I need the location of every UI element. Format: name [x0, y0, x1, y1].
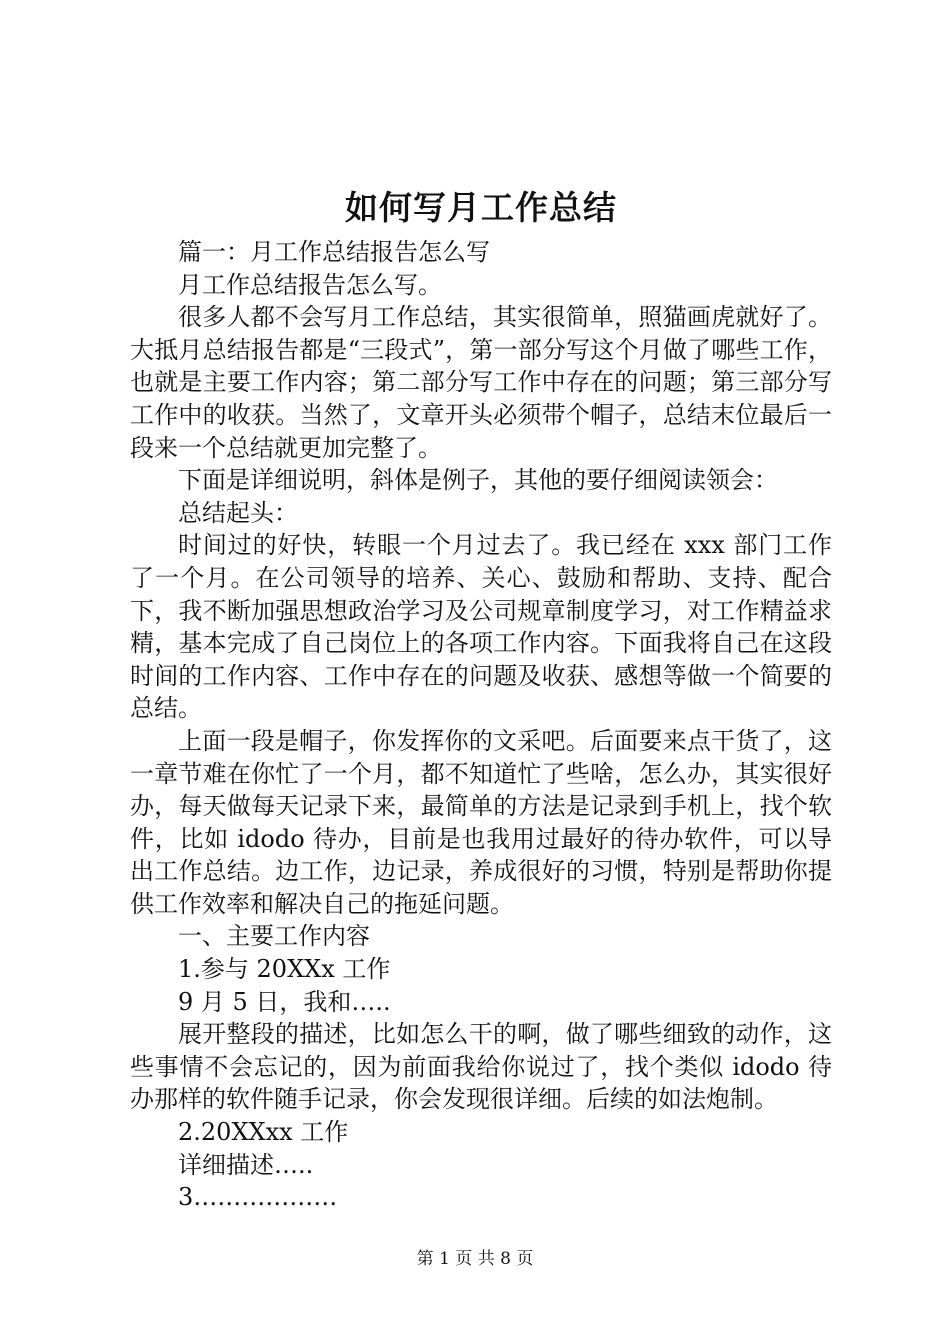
paragraph-advice: 上面一段是帽子，你发挥你的文采吧。后面要来点干货了，这一章节难在你忙了一个月，都不知道忙了些啥，怎么办，其实很好办，每天做每天记录下来，最简单的方法是记录到手机上，找个软件，比如 idodo 待办，目前是也我用过最好的待办软件，可以导出工作总结。边工作，边记录，养成很好的习惯，特别是帮助你提供工作效率和解决自己的拖延问题。 [130, 726, 832, 918]
document-title: 如何写月工作总结 [345, 188, 617, 227]
paragraph-explanation: 下面是详细说明，斜体是例子，其他的要仔细阅读领会： [178, 466, 778, 495]
paragraph-item-3: 3……………… [178, 1183, 338, 1212]
paragraph-main-heading: 一、主要工作内容 [178, 922, 370, 951]
document-body [130, 180, 832, 1214]
paragraph-date-line: 9 月 5 日，我和….. [178, 987, 391, 1016]
paragraph-item-2: 2.20XXxx 工作 [178, 1118, 349, 1147]
paragraph-opening-example: 时间过的好快，转眼一个月过去了。我已经在 xxx 部门工作了一个月。在公司领导的培养、关心、鼓励和帮助、支持、配合下，我不断加强思想政治学习及公司规章制度学习，对工作精益求精，基本完成了自己岗位上的各项工作内容。下面我将自己在这段时间的工作内容、工作中存在的问题及收获、感想等做一个简要的总结。 [130, 531, 832, 723]
paragraph-detail-advice: 展开整段的描述，比如怎么干的啊，做了哪些细致的动作，这些事情不会忘记的，因为前面我给你说过了，找个类似 idodo 待办那样的软件随手记录，你会发现很详细。后续的如法炮制。 [130, 1020, 832, 1114]
paragraph-detail-line: 详细描述….. [178, 1150, 314, 1179]
paragraph-subtitle: 月工作总结报告怎么写。 [178, 270, 442, 299]
paragraph-item-1: 1.参与 20XXx 工作 [178, 955, 391, 984]
paragraph-intro: 很多人都不会写月工作总结，其实很简单，照猫画虎就好了。大抵月总结报告都是“三段式”，第一部分写这个月做了哪些工作，也就是主要工作内容；第二部分写工作中存在的问题；第三部分写工作中的收获。当然了，文章开头必须带个帽子，总结末位最后一段来一个总结就更加完整了。 [130, 303, 832, 462]
paragraph-section-heading: 篇一：月工作总结报告怎么写 [178, 238, 490, 266]
paragraph-opening-label: 总结起头： [178, 498, 298, 527]
page-number-footer: 第 1 页 共 8 页 [416, 1249, 534, 1269]
